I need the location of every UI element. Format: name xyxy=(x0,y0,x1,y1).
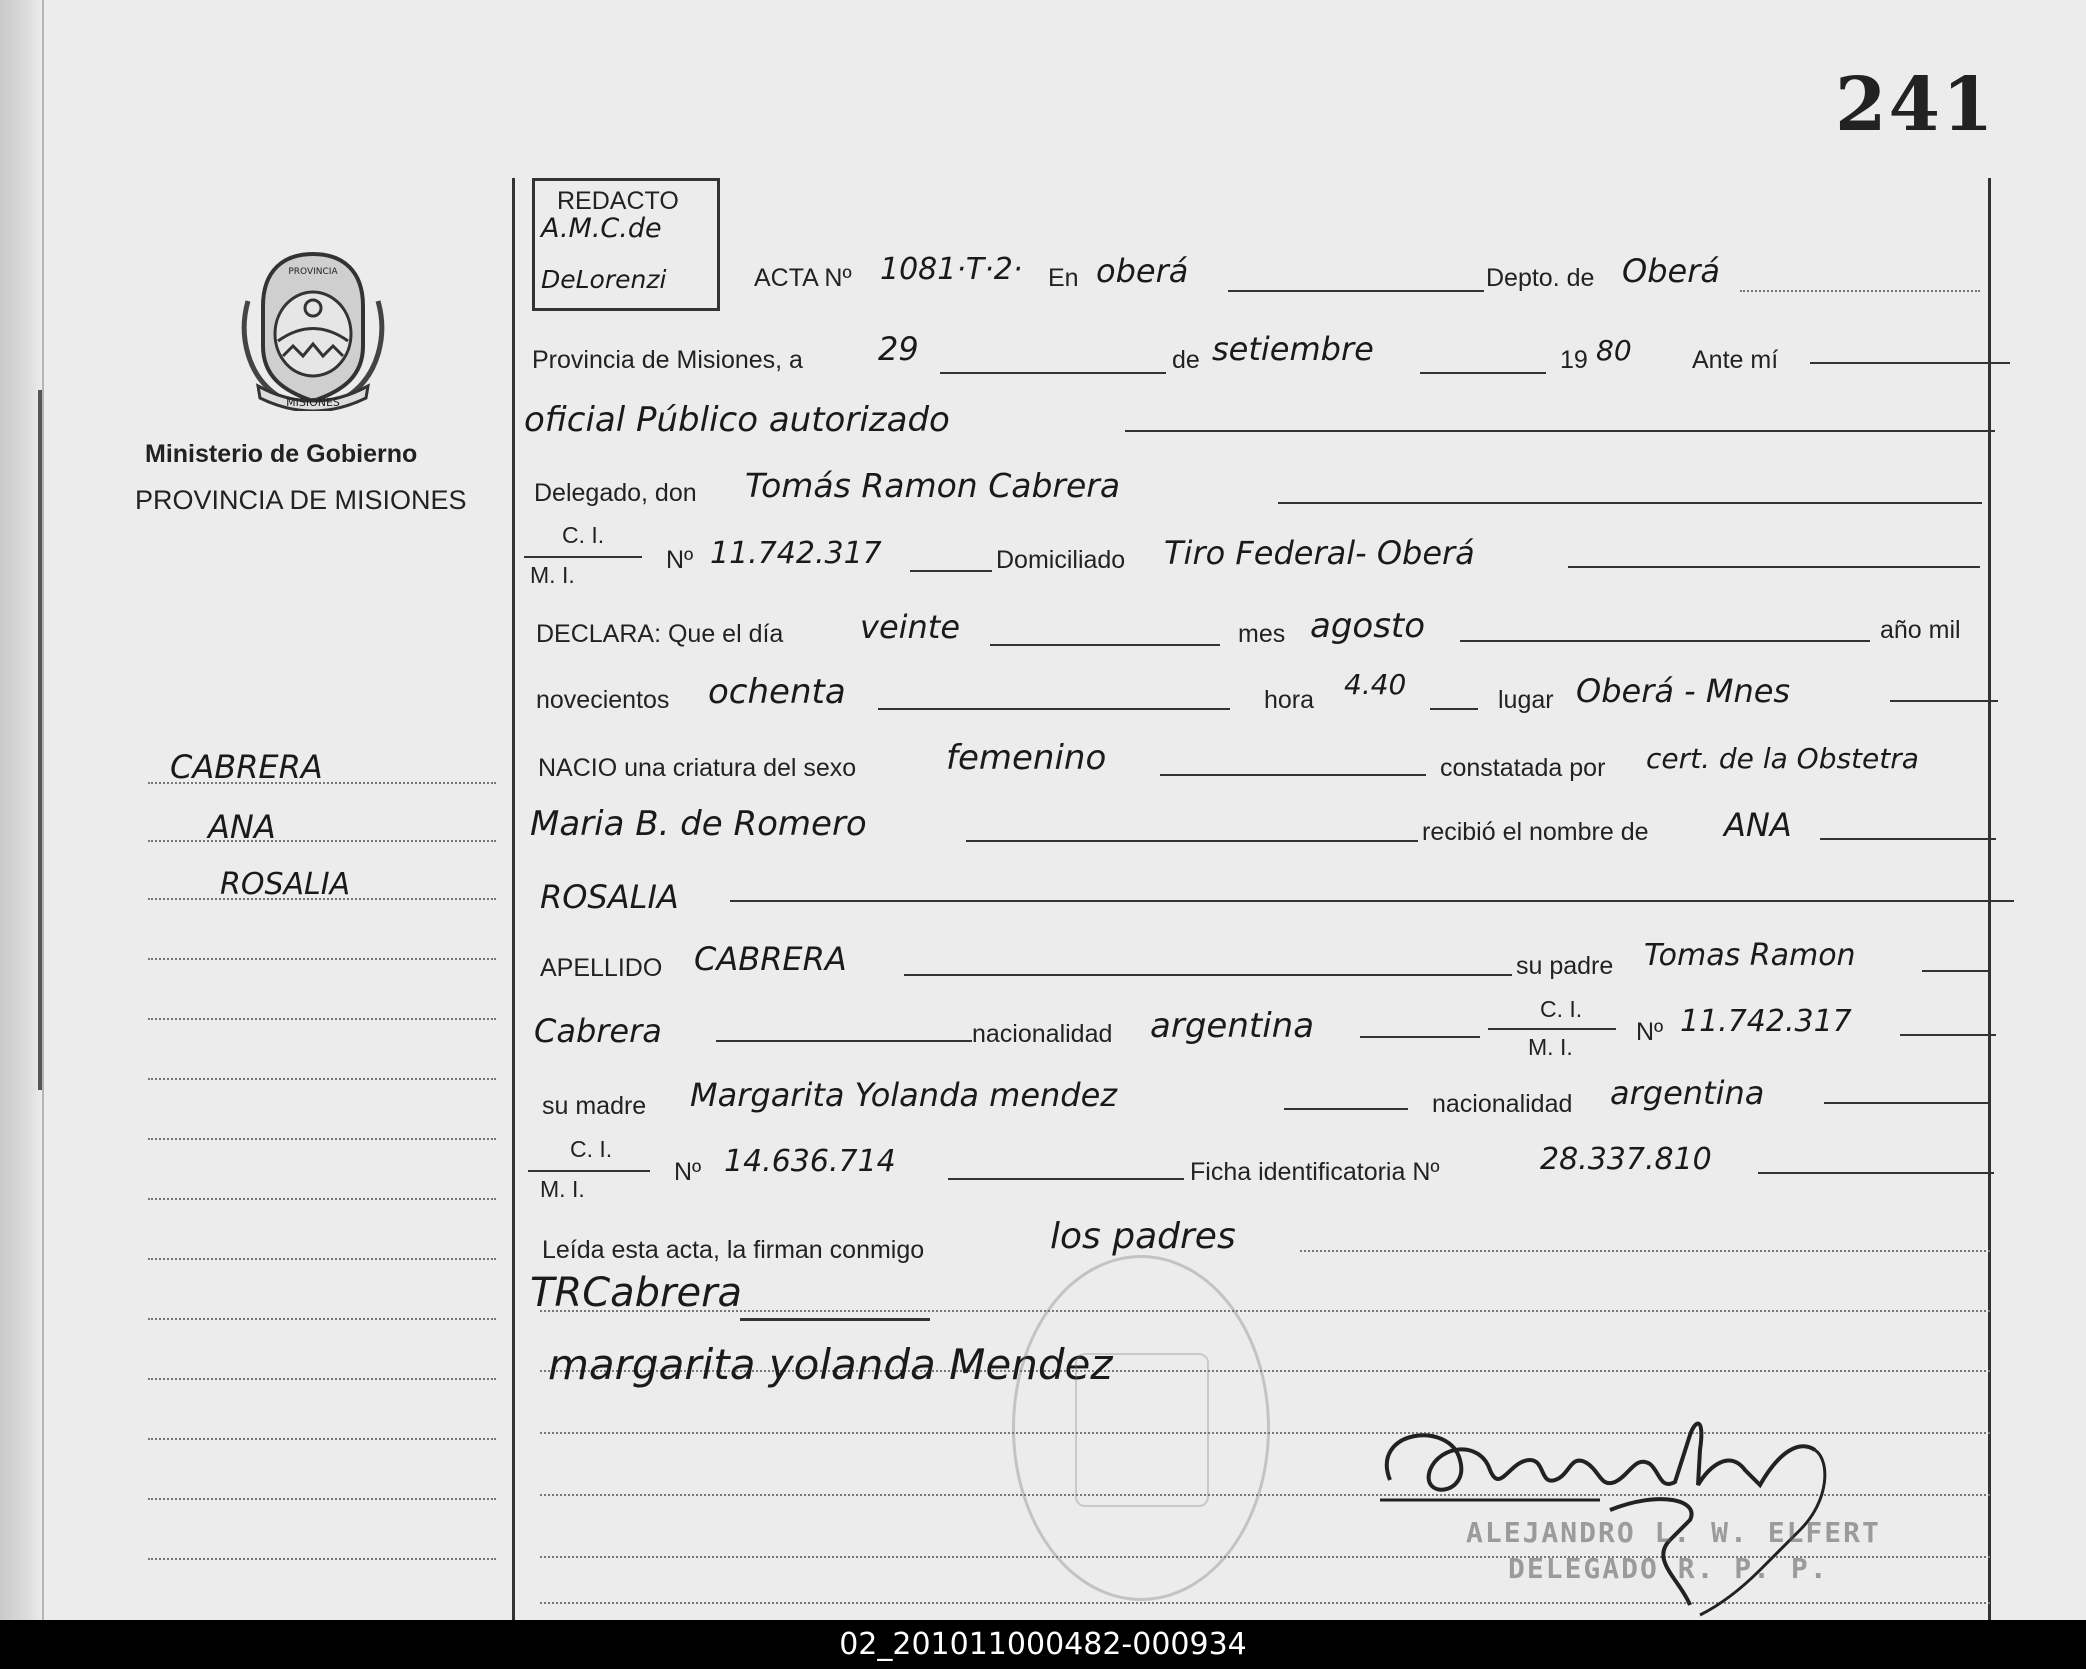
given-name-1: ANA xyxy=(1724,806,1792,844)
blank-line xyxy=(1922,970,1988,972)
label-constatada: constatada por xyxy=(1440,754,1606,782)
father-signature: TRCabrera xyxy=(530,1270,743,1316)
ministerio-heading: Ministerio de Gobierno xyxy=(145,440,418,468)
acta-depto: Oberá xyxy=(1622,252,1720,290)
blank-line xyxy=(1758,1172,1994,1174)
registration-day: 29 xyxy=(878,330,919,368)
blank-line xyxy=(1278,502,1982,504)
label-padre: su padre xyxy=(1516,952,1614,980)
mother-number: 14.636.714 xyxy=(724,1144,896,1179)
blank-line xyxy=(1420,372,1546,374)
form-right-border xyxy=(1988,178,1991,1620)
delegado-name: Tomás Ramon Cabrera xyxy=(745,466,1121,505)
redacto-box xyxy=(532,178,720,311)
margin-surname: CABRERA xyxy=(170,748,323,786)
birth-place: Oberá - Mnes xyxy=(1576,672,1791,710)
fraction-line xyxy=(1488,1028,1616,1030)
father-name-2: Cabrera xyxy=(534,1012,662,1050)
margin-line xyxy=(148,958,496,960)
margin-line xyxy=(148,1198,496,1200)
blank-line xyxy=(1900,1034,1996,1036)
father-number: 11.742.317 xyxy=(1680,1004,1852,1039)
domicilio: Tiro Federal- Oberá xyxy=(1164,534,1475,572)
redacto-label: REDACTO xyxy=(557,187,679,215)
margin-line xyxy=(148,1438,496,1440)
delegado-number: 11.742.317 xyxy=(710,536,882,571)
blank-line xyxy=(1430,708,1478,710)
margin-line xyxy=(148,1558,496,1560)
margin-line xyxy=(148,1498,496,1500)
blank-line xyxy=(1740,290,1980,292)
blank-line xyxy=(910,570,992,572)
label-de: de xyxy=(1172,346,1200,374)
blank-line xyxy=(940,372,1166,374)
blank-line xyxy=(1810,362,2010,364)
registration-year: 80 xyxy=(1596,334,1632,367)
label-mi: M. I. xyxy=(530,562,575,588)
blank-line xyxy=(948,1178,1184,1180)
margin-line xyxy=(148,840,496,842)
label-madre-nacionalidad: nacionalidad xyxy=(1432,1090,1573,1118)
acta-number: 1081·T·2· xyxy=(880,252,1023,287)
birth-day: veinte xyxy=(860,608,961,646)
firman-conmigo: los padres xyxy=(1050,1216,1236,1257)
provincial-seal-icon xyxy=(238,246,388,411)
label-novecientos: novecientos xyxy=(536,686,670,714)
officer-typed-name: ALEJANDRO L. W. ELFERT xyxy=(1466,1516,1881,1549)
fraction-line xyxy=(528,1170,650,1172)
label-ante-mi: Ante mí xyxy=(1692,346,1779,374)
provincia-heading: PROVINCIA DE MISIONES xyxy=(135,485,467,515)
blank-line xyxy=(878,708,1230,710)
label-lugar: lugar xyxy=(1498,686,1554,714)
oficial-publico: oficial Público autorizado xyxy=(524,400,950,440)
svg-text:MISIONES: MISIONES xyxy=(286,396,340,409)
label-recibio: recibió el nombre de xyxy=(1422,818,1649,846)
label-acta: ACTA Nº xyxy=(754,264,852,292)
blank-line xyxy=(1160,774,1426,776)
blank-line xyxy=(1460,640,1870,642)
label-provincia: Provincia de Misiones, a xyxy=(532,346,803,374)
officer-typed-title: DELEGADO R. P. P. xyxy=(1508,1552,1829,1585)
svg-text:PROVINCIA: PROVINCIA xyxy=(288,267,338,277)
blank-line xyxy=(1360,1036,1480,1038)
blank-line xyxy=(1125,430,1995,432)
label-ficha: Ficha identificatoria Nº xyxy=(1190,1158,1440,1186)
margin-line xyxy=(148,782,496,784)
label-en: En xyxy=(1048,264,1079,292)
label-year-prefix: 19 xyxy=(1560,346,1588,374)
officer-signature-icon xyxy=(1360,1390,1900,1620)
redacto-surname: DeLorenzi xyxy=(541,265,667,294)
label-apellido: APELLIDO xyxy=(540,954,663,982)
blank-line xyxy=(1568,566,1980,568)
margin-line xyxy=(148,1018,496,1020)
redacto-initials: A.M.C.de xyxy=(541,213,662,244)
label-ci: C. I. xyxy=(1540,996,1583,1022)
margin-line xyxy=(148,1318,496,1320)
mother-nationality: argentina xyxy=(1610,1074,1765,1112)
fraction-line xyxy=(524,556,642,558)
page-number: 241 xyxy=(1835,62,1996,148)
margin-second-name: ROSALIA xyxy=(220,867,351,902)
binding-edge xyxy=(38,390,42,1090)
surname: CABRERA xyxy=(694,940,847,978)
father-nationality: argentina xyxy=(1150,1006,1315,1046)
margin-line xyxy=(148,898,496,900)
label-padre-nacionalidad: nacionalidad xyxy=(972,1020,1113,1048)
blank-line xyxy=(716,1040,972,1042)
signature-underline xyxy=(740,1318,930,1321)
birth-month: agosto xyxy=(1310,606,1426,646)
label-leida: Leída esta acta, la firman conmigo xyxy=(542,1236,925,1264)
label-mi: M. I. xyxy=(1528,1034,1573,1060)
obstetra-name: Maria B. de Romero xyxy=(530,804,867,844)
label-mi: M. I. xyxy=(540,1176,585,1202)
blank-line xyxy=(1890,700,1998,702)
blank-line xyxy=(904,974,1512,976)
mother-name: Margarita Yolanda mendez xyxy=(690,1076,1118,1114)
birth-year: ochenta xyxy=(708,672,846,712)
margin-first-name: ANA xyxy=(208,808,276,846)
label-depto: Depto. de xyxy=(1486,264,1595,292)
image-filename-bar: 02_201011000482-000934 xyxy=(0,1620,2086,1669)
margin-line xyxy=(148,1378,496,1380)
label-ci: C. I. xyxy=(570,1136,613,1162)
margin-line xyxy=(148,1258,496,1260)
ficha-number: 28.337.810 xyxy=(1540,1142,1712,1177)
margin-line xyxy=(148,1078,496,1080)
registry-stamp-icon xyxy=(1012,1255,1270,1601)
birth-hour: 4.40 xyxy=(1344,668,1407,701)
label-hora: hora xyxy=(1264,686,1315,714)
blank-line xyxy=(1228,290,1484,292)
registration-month: setiembre xyxy=(1212,330,1374,368)
label-delegado: Delegado, don xyxy=(534,479,697,507)
label-declara: DECLARA: Que el día xyxy=(536,620,784,648)
blank-line xyxy=(966,840,1418,842)
constatada-por: cert. de la Obstetra xyxy=(1646,742,1919,775)
blank-line xyxy=(730,900,2014,902)
label-anio-mil: año mil xyxy=(1880,616,1961,644)
label-nro: Nº xyxy=(1636,1018,1664,1046)
mother-signature: margarita yolanda Mendez xyxy=(548,1340,1113,1389)
blank-line xyxy=(990,644,1220,646)
blank-line xyxy=(1300,1250,1990,1252)
given-name-2: ROSALIA xyxy=(540,878,679,916)
acta-place: oberá xyxy=(1096,252,1189,290)
blank-line xyxy=(540,1310,1990,1312)
margin-line xyxy=(148,1138,496,1140)
label-domicilio: Domiciliado xyxy=(996,546,1126,574)
blank-line xyxy=(1820,838,1996,840)
label-ci: C. I. xyxy=(562,522,605,548)
label-nro: Nº xyxy=(666,546,694,574)
label-nacio: NACIO una criatura del sexo xyxy=(538,754,857,782)
sex: femenino xyxy=(946,738,1107,778)
label-madre: su madre xyxy=(542,1092,647,1120)
form-left-border xyxy=(512,178,515,1620)
label-mes: mes xyxy=(1238,620,1286,648)
father-name-1: Tomas Ramon xyxy=(1644,938,1856,973)
label-nro: Nº xyxy=(674,1158,702,1186)
blank-line xyxy=(1284,1108,1408,1110)
blank-line xyxy=(1824,1102,1990,1104)
